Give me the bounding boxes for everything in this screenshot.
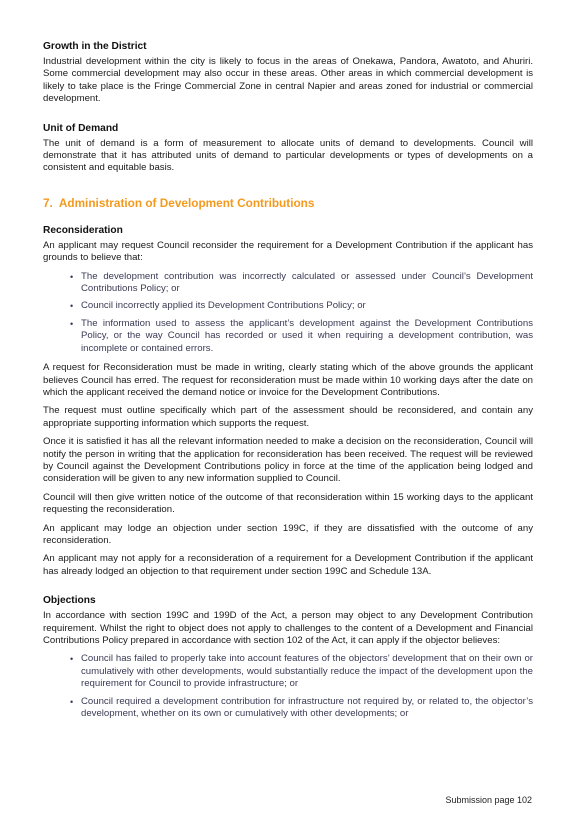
objections-grounds-list — [43, 653, 533, 720]
growth-paragraph: Industrial development within the city is likely to focus in the areas of Onekawa, Pandora, Awatoto, and Ahuriri. Some commercial development may also occur in these areas. Other areas in which commercial development is likely to take place is the Fringe Commercial Zone in central Napier and areas zoned for industrial or commercial development. — [43, 56, 533, 105]
unit-of-demand-heading: Unit of Demand — [43, 122, 119, 134]
objections-heading: Objections — [43, 595, 96, 607]
bullet-icon: • — [70, 271, 74, 282]
page-footer: Submission page 102 — [445, 795, 532, 805]
list-item — [43, 271, 533, 296]
bullet-icon: • — [70, 301, 74, 312]
bullet-icon: • — [70, 318, 74, 329]
reconsideration-intro: An applicant may request Council reconsider the requirement for a Development Contribution if the applicant has grounds to believe that: — [43, 239, 533, 264]
unit-of-demand-paragraph: The unit of demand is a form of measurement to allocate units of demand to developments. Council will demonstrate that it has attributed units of demand to particular developments or types of developments on a consistent and equitable basis. — [43, 137, 533, 174]
growth-heading: Growth in the District — [43, 41, 147, 52]
list-item-text: The development contribution was incorrectly calculated or assessed under Council’s Development Contributions Policy; or — [81, 270, 533, 295]
section-title — [43, 196, 533, 211]
list-item — [43, 696, 533, 721]
reconsideration-paragraph: Once it is satisfied it has all the relevant information needed to make a decision on the reconsideration, Council will notify the person in writing that the application for reconsideration has been received. The request will be reviewed by Council against the Development Contributions policy in force at the time of the application being lodged and consideration will be given to any new information supplied to Council. — [43, 436, 533, 485]
section-title-text: Administration of Development Contributions — [58, 195, 315, 210]
list-item-text: Council required a development contribution for infrastructure not required by, or related to, the objector’s development, whether on its own or cumulatively with other developments; or — [81, 695, 533, 720]
bullet-icon: • — [70, 696, 74, 707]
list-item — [43, 653, 533, 690]
reconsideration-grounds-list — [43, 271, 533, 355]
reconsideration-paragraph: An applicant may lodge an objection under section 199C, if they are dissatisfied with the outcome of any reconsideration. — [43, 522, 533, 546]
list-item-text: Council has failed to properly take into account features of the objectors’ development that on their own or cumulatively with other developments, would substantially reduce the impact of the development upon the requirement for Council to provide infrastructure; or — [81, 653, 533, 690]
reconsideration-heading: Reconsideration — [43, 224, 123, 236]
reconsideration-paragraph: The request must outline specifically which part of the assessment should be reconsidered, and contain any appropriate supporting information which supports the request. — [43, 405, 533, 429]
reconsideration-paragraph: A request for Reconsideration must be made in writing, clearly stating which of the above grounds the applicant believes Council has erred. The request for reconsideration must be made within 10 working days after the date on which the applicant received the demand notice or invoice for the Development Contributions. — [43, 362, 533, 398]
list-item — [43, 300, 533, 312]
list-item — [43, 318, 533, 355]
list-item-text: Council incorrectly applied its Development Contributions Policy; or — [81, 300, 366, 312]
reconsideration-paragraph: Council will then give written notice of the outcome of that reconsideration within 15 working days to the applicant requesting the reconsideration. — [43, 491, 533, 516]
document-page — [43, 40, 533, 727]
section-number: 7. — [43, 195, 53, 210]
objections-intro: In accordance with section 199C and 199D of the Act, a person may object to any Development Contribution requirement. Whilst the right to object does not apply to challenges to the content of a Development and Financial Contributions Policy prepared in accordance with section 102 of the Act, it can apply if the objector believes: — [43, 610, 533, 646]
list-item-text: The information used to assess the applicant’s development against the Development Contributions Policy, or the way Council has recorded or used it when requiring a development contribution, was incomplete or contained errors. — [81, 317, 533, 354]
reconsideration-paragraph: An applicant may not apply for a reconsideration of a requirement for a Development Contribution if the applicant has already lodged an objection to that requirement under section 199C and Schedule 13A. — [43, 553, 533, 577]
bullet-icon: • — [70, 654, 74, 665]
